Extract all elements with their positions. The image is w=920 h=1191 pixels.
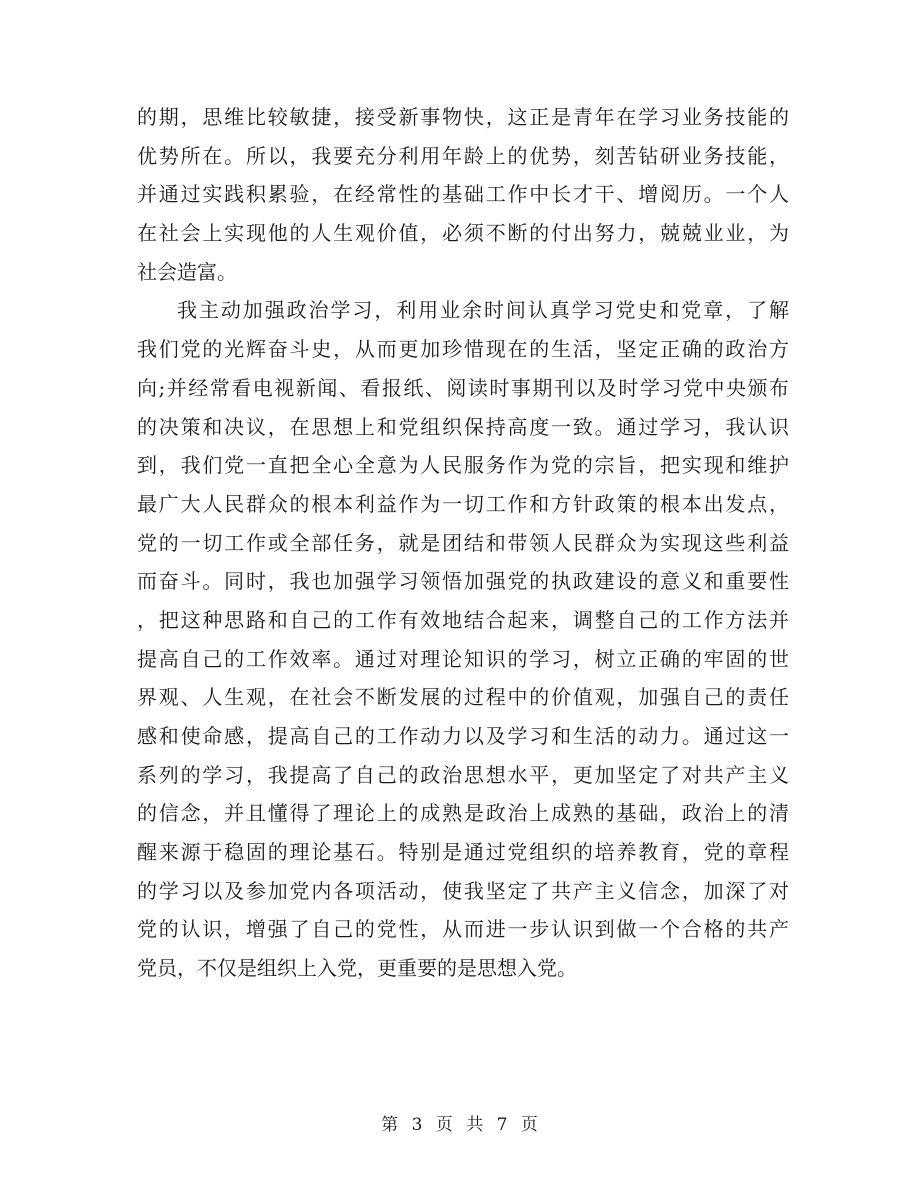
- text-line-17: 感和使命感，提高自己的工作动力以及学习和生活的动力。通过这一: [137, 724, 789, 748]
- text-line-4: 在社会上实现他的人生观价值，必须不断的付出努力，兢兢业业，为: [137, 221, 789, 246]
- text-line-6: 我主动加强政治学习，利用业余时间认真学习党史和党章，了解: [177, 298, 789, 323]
- text-line-1: 的期，思维比较敏捷，接受新事物快，这正是青年在学习业务技能的: [137, 105, 789, 129]
- text-line-16: 界观、人生观，在社会不断发展的过程中的价值观，加强自己的责任: [137, 685, 789, 710]
- text-line-2: 优势所在。所以，我要充分利用年龄上的优势，刻苦钻研业务技能，: [137, 143, 789, 168]
- text-line-3: 并通过实践积累验，在经常性的基础工作中长才干、增阅历。一个人: [137, 182, 789, 207]
- text-line-23: 党员，不仅是组织上入党，更重要的是思想入党。: [137, 956, 577, 981]
- text-line-12: 党的一切工作或全部任务，就是团结和带领人民群众为实现这些利益: [137, 530, 789, 555]
- text-line-10: 到，我们党一直把全心全意为人民服务作为党的宗旨，把实现和维护: [137, 453, 789, 478]
- text-line-22: 党的认识，增强了自己的党性，从而进一步认识到做一个合格的共产: [137, 917, 789, 942]
- text-line-7: 我们党的光辉奋斗史，从而更加珍惜现在的生活，坚定正确的政治方: [137, 337, 789, 362]
- body-text: [137, 98, 789, 988]
- text-line-14: ，把这种思路和自己的工作有效地结合起来，调整自己的工作方法并: [137, 607, 789, 632]
- text-line-8: 向;并经常看电视新闻、看报纸、阅读时事期刊以及时学习党中央颁布: [137, 375, 789, 400]
- text-line-9: 的决策和决议，在思想上和党组织保持高度一致。通过学习，我认识: [137, 414, 789, 439]
- text-line-13: 而奋斗。同时，我也加强学习领悟加强党的执政建设的意义和重要性: [137, 569, 789, 594]
- text-line-15: 提高自己的工作效率。通过对理论知识的学习，树立正确的牢固的世: [137, 646, 789, 671]
- text-line-5: 社会造富。: [137, 259, 237, 284]
- text-line-11: 最广大人民群众的根本利益作为一切工作和方针政策的根本出发点，: [137, 491, 789, 516]
- text-line-21: 的学习以及参加党内各项活动，使我坚定了共产主义信念，加深了对: [137, 878, 789, 903]
- text-line-20: 醒来源于稳固的理论基石。特别是通过党组织的培养教育，党的章程: [137, 840, 789, 865]
- text-line-19: 的信念，并且懂得了理论上的成熟是政治上成熟的基础，政治上的清: [137, 801, 789, 826]
- text-line-18: 系列的学习，我提高了自己的政治思想水平，更加坚定了对共产主义: [137, 762, 789, 787]
- page-number-footer: 第 3 页 共 7 页: [381, 1115, 539, 1135]
